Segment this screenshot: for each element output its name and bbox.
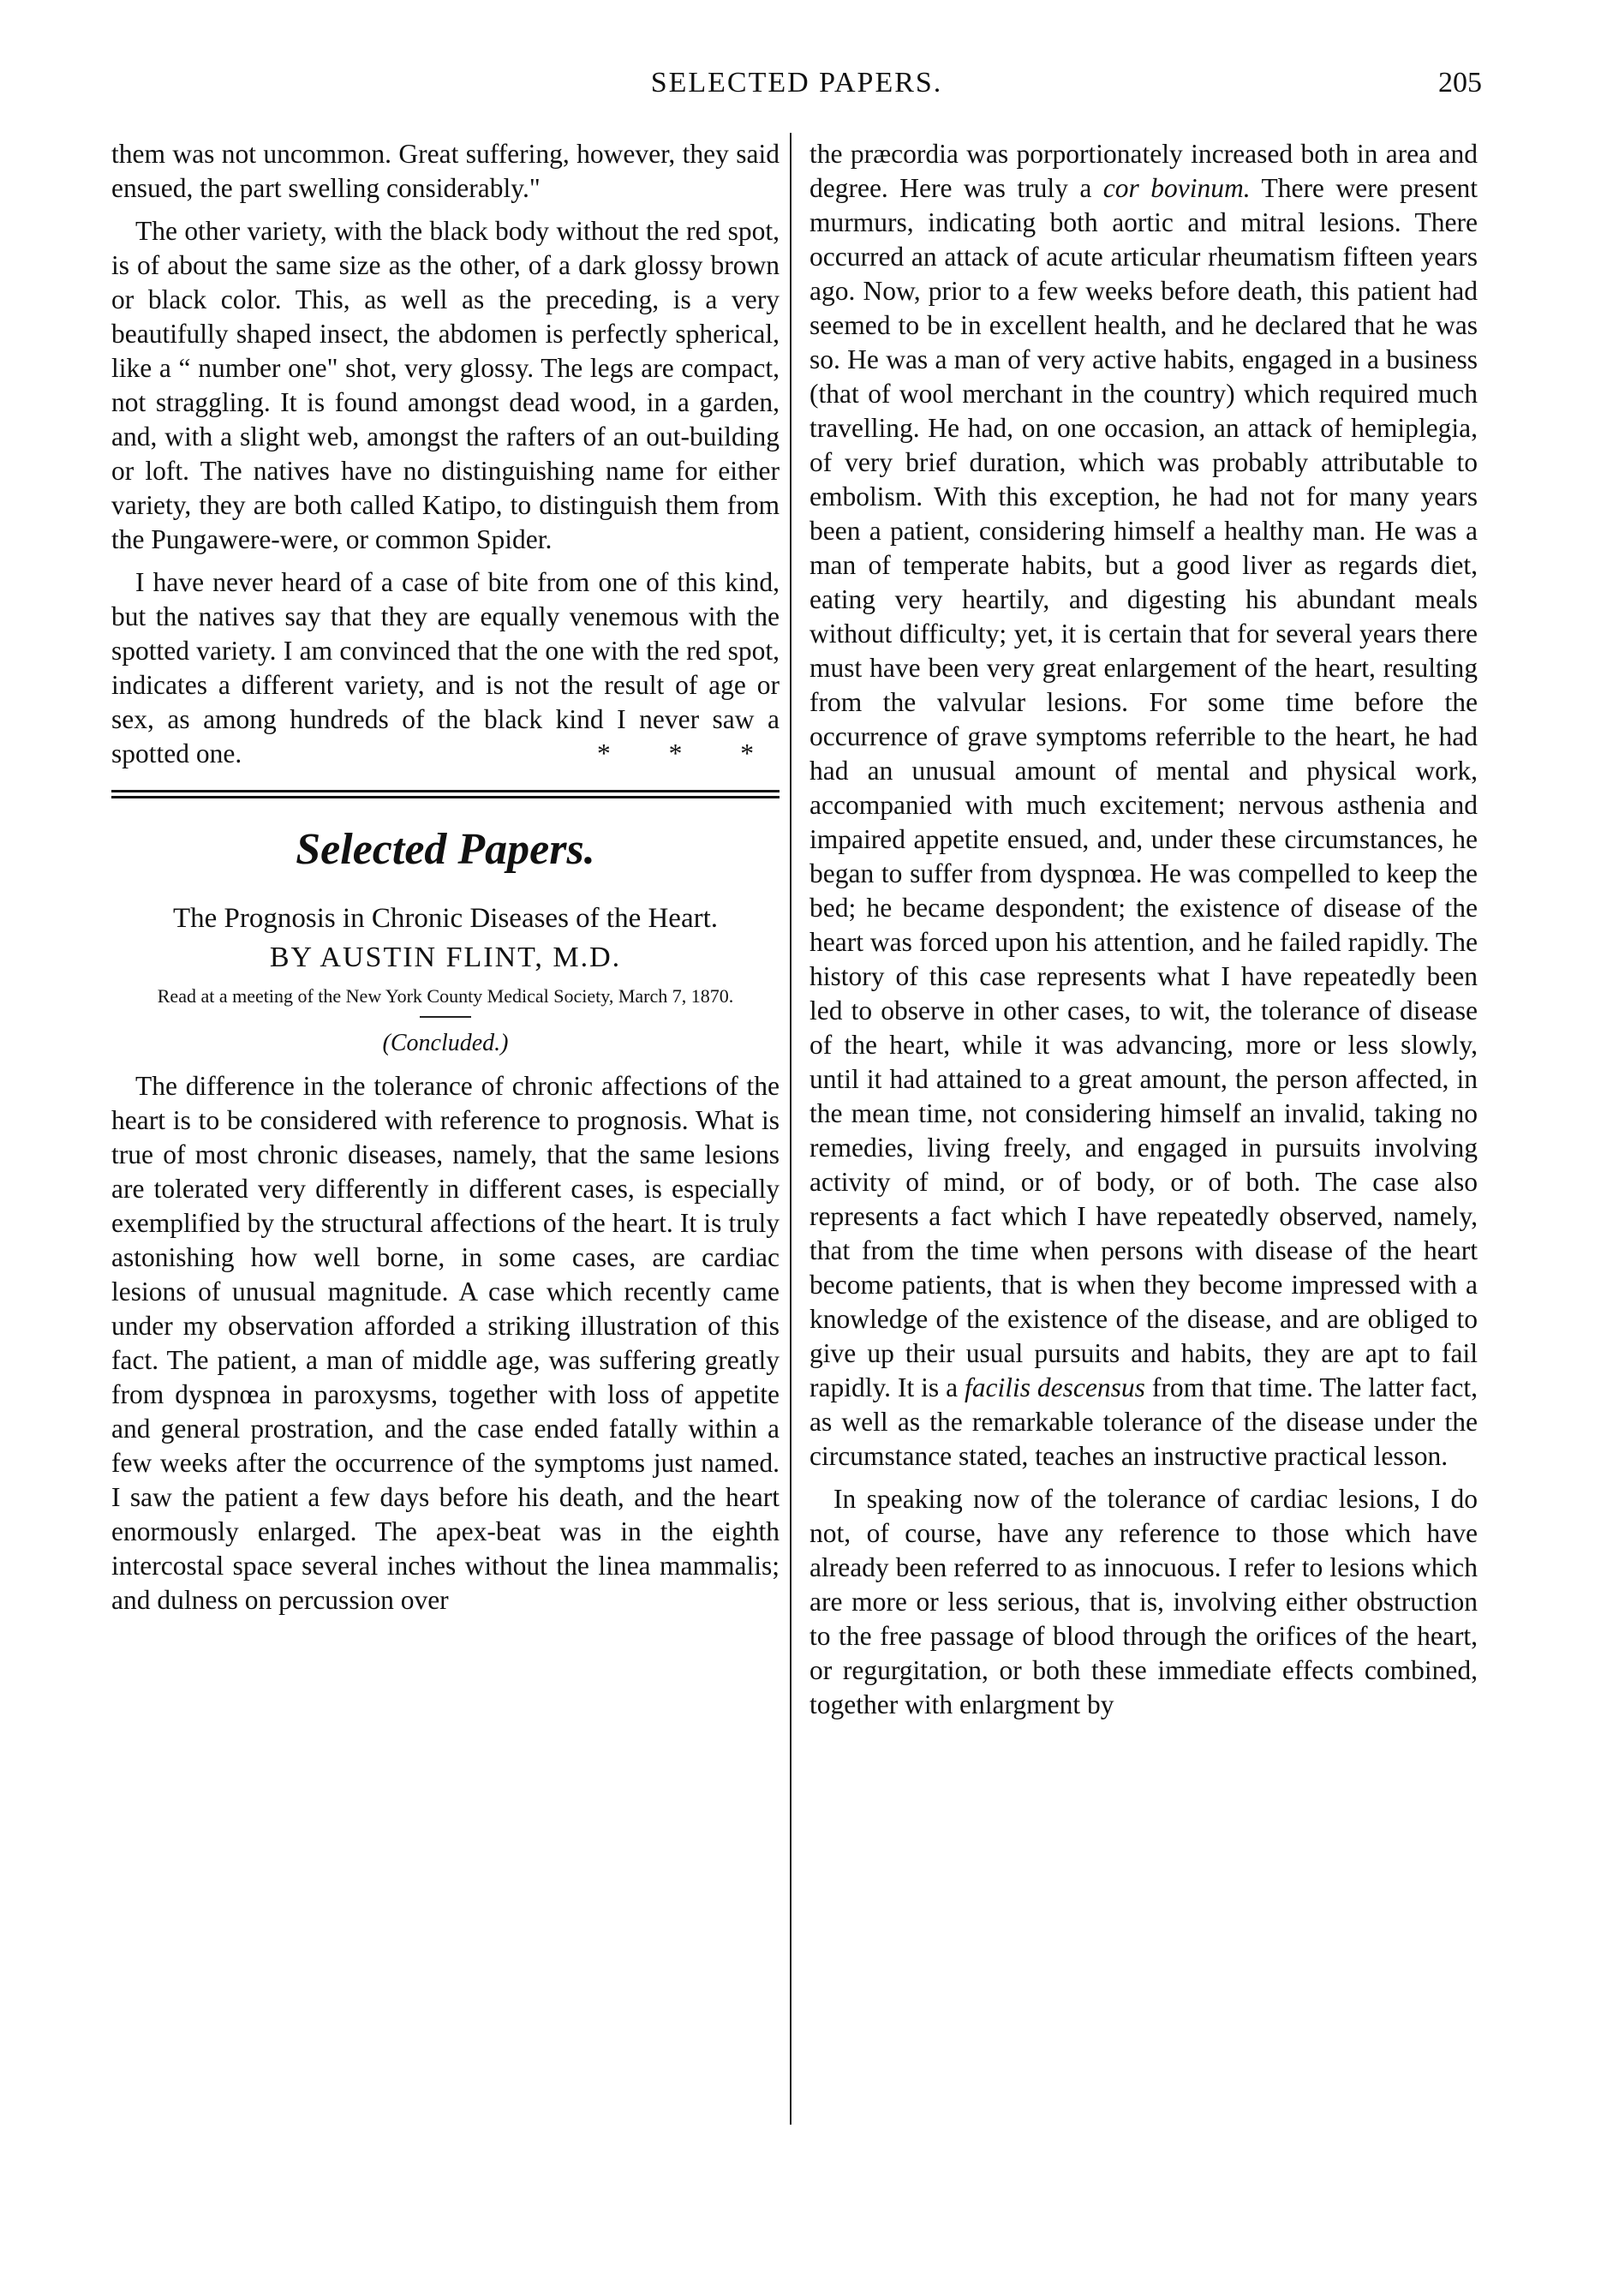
paragraph	[809, 137, 1478, 1474]
concluded-note: (Concluded.)	[382, 1030, 509, 1056]
paragraph: The difference in the tolerance of chronic affections of the heart is to be considered with reference to prognosis. What is true of most chronic diseases, namely, that the same lesions are tolerated very differently in different cases, is especially exemplified by the structural affections of the heart. It is truly astonishing how well borne, in some cases, are cardiac lesions of unusual magnitude. A case which recently came under my observation afforded a striking illustration of this fact. The patient, a man of middle age, was suffering greatly from dyspnœa in paroxysms, together with loss of appetite and general prostration, and the case ended fatally within a few weeks after the occurrence of the symptoms just named. I saw the patient a few days before his death, and the heart enormously enlarged. The apex-beat was in the eighth intercostal space several inches without the linea mammalis; and dulness on percussion over	[111, 1071, 780, 1615]
paragraph-text: I have never heard of a case of bite from one of this kind, but the natives say that they are equally venemous with the spotted variety. I am convinced that the one with the red spot, indicates a different variety, and is not the result of age or sex, as among hundreds of the black kind I never saw a spotted one.	[111, 567, 780, 768]
paragraph-text: from that time. The latter fact, as well as the remarkable tolerance of the disease under the circumstance stated, teaches an instructive practical lesson.	[809, 1372, 1478, 1471]
article-title: The Prognosis in Chronic Diseases of the Heart.	[172, 903, 719, 934]
right-column	[809, 137, 1478, 1731]
section-title: Selected Papers.	[296, 825, 595, 874]
paragraph: The other variety, with the black body without the red spot, is of about the same size as the other, of a dark glossy brown or black color. This, as well as the preceding, is a very beautifully shaped insect, the abdomen is perfectly spherical, like a “ number one" shot, very glossy. The legs are compact, not straggling. It is found amongst dead wood, in a garden, and, with a slight web, amongst the rafters of an out-building or loft. The natives have no distinguishing name for either variety, they are both called Katipo, to distinguish them from the Pungawere-were, or common Spider.	[111, 216, 780, 554]
paragraph-text: the præcordia was porportionately increased both in area and degree. Here was truly a	[809, 139, 1478, 203]
section-stars: * * *	[597, 738, 780, 768]
short-rule	[420, 1016, 471, 1018]
left-column	[111, 137, 780, 1626]
read-note: Read at a meeting of the New York County Medical Society, March 7, 1870.	[157, 985, 734, 1007]
paragraph: them was not uncommon. Great suffering, however, they said ensued, the part swelling considerably."	[111, 139, 780, 203]
paragraph: In speaking now of the tolerance of cardiac lesions, I do not, of course, have any reference to those which have already been referred to as innocuous. I refer to lesions which are more or less serious, that is, involving either obstruction to the free passage of blood through the orifices of the heart, or regurgitation, or both these immediate effects combined, together with enlargment by	[809, 1484, 1478, 1719]
paragraph	[111, 565, 780, 771]
italic-text: cor bovinum.	[1102, 173, 1251, 203]
paragraph-text: There were present murmurs, indicating both aortic and mitral lesions. There occurred an attack of acute articular rheumatism fifteen years ago. Now, prior to a few weeks before death, this patient had seemed to be in excellent health, and he declared that he was so. He was a man of very active habits, engaged in a business (that of wool merchant in the country) which required much travelling. He had, on one occasion, an attack of hemiplegia, of very brief duration, which was probably attributable to embolism. With this exception, he had not for many years been a patient, considering himself a healthy man. He was a man of temperate habits, but a good liver as regards diet, eating very heartily, and digesting his abundant meals without difficulty; yet, it is certain that for several years there must have been very great enlargement of the heart, resulting from the valvular lesions. For some time before the occurrence of grave symptoms referrible to the heart, he had had an unusual amount of mental and physical work, accompanied with much excitement; nervous asthenia and impaired appetite ensued, and, under these circumstances, he began to suffer from dyspnœa. He was compelled to keep the bed; he became despondent; the existence of disease of the heart was forced upon his attention, and he failed rapidly. The history of this case represents what I have repeatedly been led to observe in other cases, to wit, the tolerance of disease of the heart, while it was advancing, more or less slowly, until it had attained to a great amount, the person affected, in the mean time, not considering himself an invalid, taking no remedies, living freely, and engaged in pursuits involving activity of mind, or of body, or of both. The case also represents a fact which I have repeatedly observed, namely, that from the time when persons with disease of the heart become patients, that is when they become impressed with a knowledge of the existence of the disease, and are obliged to give up their usual pursuits and habits, they are apt to fail rapidly. It is a	[809, 173, 1478, 1402]
page-header	[111, 67, 1482, 118]
page-number: 205	[1438, 67, 1482, 99]
double-rule	[111, 790, 780, 798]
column-rule	[790, 133, 792, 2125]
running-head: SELECTED PAPERS.	[650, 67, 943, 99]
italic-text: facilis descensus	[965, 1372, 1145, 1402]
author-byline: BY AUSTIN FLINT, M.D.	[269, 942, 622, 973]
